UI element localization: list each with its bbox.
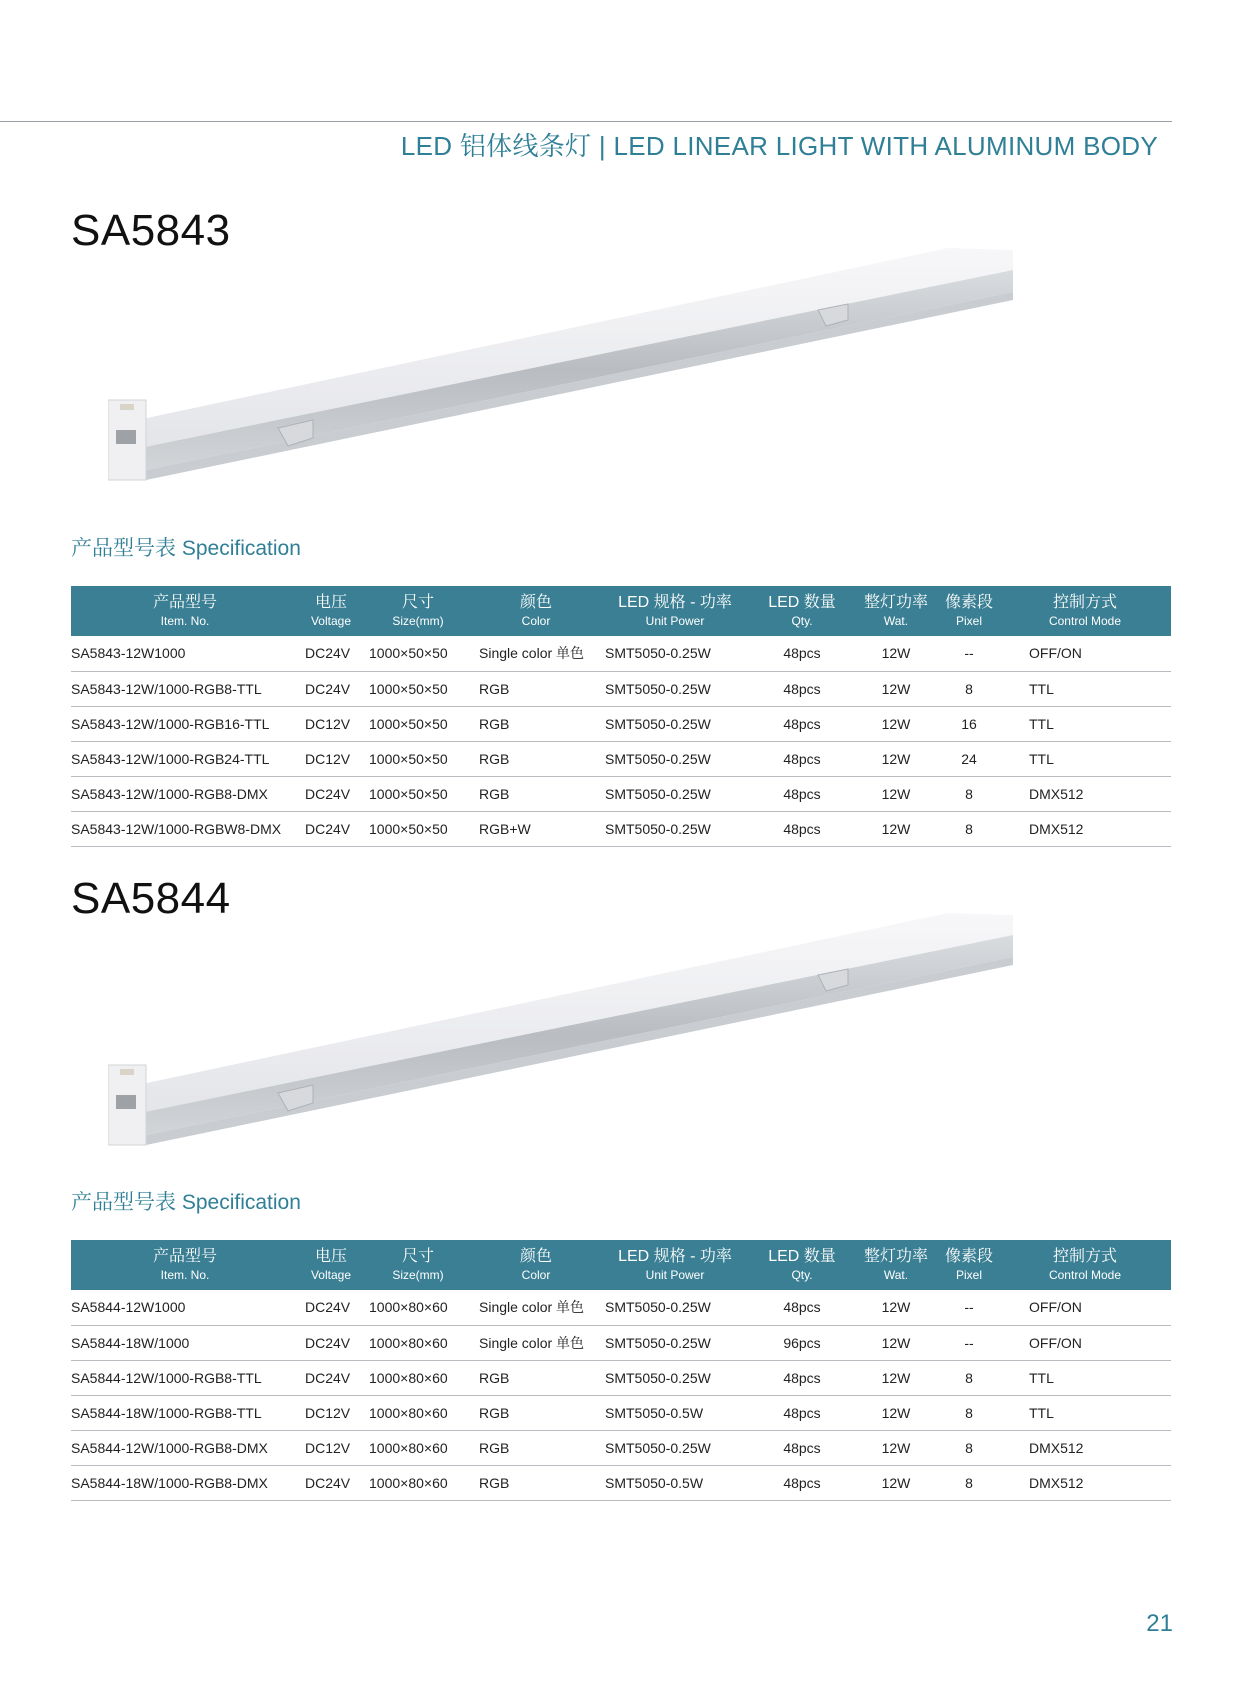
header-control-mode-en: Control Mode	[1048, 614, 1122, 628]
cell-wattage: 12W	[881, 1299, 911, 1316]
cell-item-no: SA5844-18W/1000	[71, 1334, 190, 1351]
header-qty-cn: LED 数量	[768, 594, 836, 611]
header-voltage-cn: 电压	[314, 594, 347, 611]
table-header-row	[71, 586, 1171, 636]
cell-qty: 48pcs	[783, 1404, 821, 1421]
cell-voltage: DC24V	[305, 645, 351, 662]
cell-control-mode: OFF/ON	[1029, 1334, 1082, 1351]
cell-control-mode: OFF/ON	[1029, 1299, 1082, 1316]
header-control-mode-cn: 控制方式	[1052, 1248, 1117, 1265]
header-control-mode-cn: 控制方式	[1052, 594, 1117, 611]
header-wattage	[853, 1240, 939, 1290]
cell-wattage: 12W	[881, 1474, 911, 1491]
cell-pixel: --	[964, 1299, 974, 1316]
header-wattage-en: Wat.	[883, 614, 909, 628]
cell-voltage: DC12V	[305, 715, 351, 732]
cell-pixel: 8	[965, 785, 973, 802]
header-qty	[751, 1240, 853, 1290]
cell-pixel: 8	[965, 820, 973, 837]
cell-qty: 48pcs	[783, 785, 821, 802]
header-unit-power	[599, 586, 751, 636]
cell-unit-power: SMT5050-0.25W	[605, 820, 711, 837]
cell-color: RGB	[479, 1439, 510, 1456]
cell-wattage: 12W	[881, 1404, 911, 1421]
table-row	[71, 671, 1171, 706]
cell-control-mode: TTL	[1029, 715, 1054, 732]
cell-wattage: 12W	[881, 1369, 911, 1386]
cell-color: RGB	[479, 1369, 510, 1386]
table-row	[71, 1360, 1171, 1395]
cell-control-mode: DMX512	[1029, 820, 1084, 837]
cell-unit-power: SMT5050-0.25W	[605, 1439, 711, 1456]
header-color	[473, 586, 599, 636]
cell-control-mode: DMX512	[1029, 1439, 1084, 1456]
cell-wattage: 12W	[881, 1334, 911, 1351]
cell-wattage: 12W	[881, 785, 911, 802]
header-color-en: Color	[521, 1268, 551, 1282]
cell-unit-power: SMT5050-0.5W	[605, 1474, 704, 1491]
cell-size: 1000×80×60	[369, 1439, 448, 1456]
cell-qty: 48pcs	[783, 820, 821, 837]
cell-qty: 48pcs	[783, 1369, 821, 1386]
header-color-en: Color	[521, 614, 551, 628]
cell-control-mode: TTL	[1029, 1404, 1054, 1421]
cell-control-mode: TTL	[1029, 1369, 1054, 1386]
header-item-no-cn: 产品型号	[152, 594, 217, 611]
cell-qty: 48pcs	[783, 680, 821, 697]
header-qty-en: Qty.	[791, 614, 813, 628]
header-pixel-en: Pixel	[955, 1268, 982, 1282]
cell-control-mode: DMX512	[1029, 1474, 1084, 1491]
spec-title-sa5843: 产品型号表 Specification	[71, 537, 301, 560]
cell-unit-power: SMT5050-0.5W	[605, 1404, 704, 1421]
header-item-no	[71, 586, 299, 636]
table-row	[71, 776, 1171, 811]
cell-color: RGB	[479, 680, 510, 697]
header-unit-power-cn: LED 规格 - 功率	[618, 1248, 732, 1265]
cell-qty: 96pcs	[783, 1334, 821, 1351]
cell-unit-power: SMT5050-0.25W	[605, 785, 711, 802]
cell-color: RGB	[479, 715, 510, 732]
header-control-mode	[999, 1240, 1171, 1290]
cell-size: 1000×80×60	[369, 1369, 448, 1386]
top-rule	[0, 121, 1172, 122]
cell-voltage: DC24V	[305, 680, 351, 697]
cell-voltage: DC24V	[305, 785, 351, 802]
cell-unit-power: SMT5050-0.25W	[605, 715, 711, 732]
cell-voltage: DC24V	[305, 1334, 351, 1351]
cell-item-no: SA5844-18W/1000-RGB8-TTL	[71, 1404, 262, 1421]
cell-pixel: 16	[961, 715, 977, 732]
cell-item-no: SA5844-12W/1000-RGB8-TTL	[71, 1369, 262, 1386]
linear-light-image-sa5843	[108, 240, 1028, 510]
cell-size: 1000×80×60	[369, 1474, 448, 1491]
header-item-no-en: Item. No.	[160, 1268, 210, 1282]
header-unit-power-en: Unit Power	[645, 1268, 705, 1282]
header-voltage	[299, 1240, 363, 1290]
cell-pixel: 8	[965, 680, 973, 697]
cell-unit-power: SMT5050-0.25W	[605, 1369, 711, 1386]
table-row	[71, 1430, 1171, 1465]
cell-item-no: SA5843-12W/1000-RGB16-TTL	[71, 715, 270, 732]
cell-wattage: 12W	[881, 680, 911, 697]
cell-pixel: 8	[965, 1369, 973, 1386]
header-size-cn: 尺寸	[401, 1248, 434, 1265]
table-row	[71, 1290, 1171, 1325]
header-voltage-en: Voltage	[310, 614, 352, 628]
cell-pixel: --	[964, 1334, 974, 1351]
header-size	[363, 586, 473, 636]
header-unit-power-en: Unit Power	[645, 614, 705, 628]
cell-size: 1000×50×50	[369, 820, 448, 837]
cell-size: 1000×80×60	[369, 1404, 448, 1421]
cell-pixel: 8	[965, 1404, 973, 1421]
cell-color: Single color 单色	[479, 1299, 585, 1316]
header-qty	[751, 586, 853, 636]
header-qty-cn: LED 数量	[768, 1248, 836, 1265]
cell-wattage: 12W	[881, 1439, 911, 1456]
model-title-sa5843: SA5843	[71, 206, 231, 255]
spec-title-sa5844: 产品型号表 Specification	[71, 1191, 301, 1214]
table-row	[71, 741, 1171, 776]
header-unit-power	[599, 1240, 751, 1290]
cell-pixel: 8	[965, 1474, 973, 1491]
cell-pixel: 8	[965, 1439, 973, 1456]
linear-light-image-sa5844	[108, 905, 1028, 1175]
cell-voltage: DC24V	[305, 1369, 351, 1386]
cell-qty: 48pcs	[783, 1299, 821, 1316]
cell-pixel: 24	[961, 750, 977, 767]
cell-pixel: --	[964, 645, 974, 662]
model-title-sa5844: SA5844	[71, 874, 231, 923]
header-title: LED 铝体线条灯 | LED LINEAR LIGHT WITH ALUMINUM BODY	[400, 131, 1158, 161]
table-row	[71, 1325, 1171, 1360]
cell-voltage: DC24V	[305, 1299, 351, 1316]
table-row	[71, 1465, 1171, 1500]
header-qty-en: Qty.	[791, 1268, 813, 1282]
cell-qty: 48pcs	[783, 645, 821, 662]
header-wattage	[853, 586, 939, 636]
header-wattage-en: Wat.	[883, 1268, 909, 1282]
cell-voltage: DC24V	[305, 1474, 351, 1491]
header-pixel	[939, 586, 999, 636]
header-size	[363, 1240, 473, 1290]
header-item-no-cn: 产品型号	[152, 1248, 217, 1265]
cell-size: 1000×50×50	[369, 785, 448, 802]
cell-voltage: DC12V	[305, 1439, 351, 1456]
cell-item-no: SA5844-12W1000	[71, 1299, 186, 1316]
cell-unit-power: SMT5050-0.25W	[605, 680, 711, 697]
cell-wattage: 12W	[881, 750, 911, 767]
header-control-mode	[999, 586, 1171, 636]
cell-color: RGB	[479, 750, 510, 767]
cell-wattage: 12W	[881, 820, 911, 837]
table-row	[71, 811, 1171, 846]
header-unit-power-cn: LED 规格 - 功率	[618, 594, 732, 611]
cell-control-mode: OFF/ON	[1029, 645, 1082, 662]
header-wattage-cn: 整灯功率	[863, 594, 928, 611]
spec-table-sa5844	[71, 1240, 1171, 1501]
cell-color: Single color 单色	[479, 1334, 585, 1351]
cell-item-no: SA5844-12W/1000-RGB8-DMX	[71, 1439, 268, 1456]
cell-item-no: SA5843-12W1000	[71, 645, 186, 662]
cell-qty: 48pcs	[783, 1474, 821, 1491]
cell-voltage: DC12V	[305, 750, 351, 767]
header-color-cn: 颜色	[519, 594, 552, 611]
header-item-no	[71, 1240, 299, 1290]
spec-table-sa5843	[71, 586, 1171, 847]
cell-size: 1000×80×60	[369, 1334, 448, 1351]
header-size-en: Size(mm)	[392, 1268, 444, 1282]
header-color-cn: 颜色	[519, 1248, 552, 1265]
cell-wattage: 12W	[881, 645, 911, 662]
cell-item-no: SA5844-18W/1000-RGB8-DMX	[71, 1474, 268, 1491]
header-voltage-cn: 电压	[314, 1248, 347, 1265]
cell-size: 1000×50×50	[369, 645, 448, 662]
cell-color: RGB	[479, 1404, 510, 1421]
cell-voltage: DC12V	[305, 1404, 351, 1421]
cell-size: 1000×80×60	[369, 1299, 448, 1316]
cell-control-mode: TTL	[1029, 680, 1054, 697]
header-pixel	[939, 1240, 999, 1290]
cell-size: 1000×50×50	[369, 680, 448, 697]
table-row	[71, 1395, 1171, 1430]
cell-item-no: SA5843-12W/1000-RGB24-TTL	[71, 750, 270, 767]
cell-item-no: SA5843-12W/1000-RGB8-TTL	[71, 680, 262, 697]
header-voltage	[299, 586, 363, 636]
cell-size: 1000×50×50	[369, 715, 448, 732]
cell-wattage: 12W	[881, 715, 911, 732]
cell-unit-power: SMT5050-0.25W	[605, 750, 711, 767]
header-control-mode-en: Control Mode	[1048, 1268, 1122, 1282]
cell-voltage: DC24V	[305, 820, 351, 837]
cell-control-mode: DMX512	[1029, 785, 1084, 802]
cell-color: RGB	[479, 785, 510, 802]
cell-color: RGB	[479, 1474, 510, 1491]
header-size-cn: 尺寸	[401, 594, 434, 611]
header-wattage-cn: 整灯功率	[863, 1248, 928, 1265]
header-pixel-cn: 像素段	[944, 594, 993, 611]
cell-qty: 48pcs	[783, 1439, 821, 1456]
header-item-no-en: Item. No.	[160, 614, 210, 628]
cell-qty: 48pcs	[783, 750, 821, 767]
cell-qty: 48pcs	[783, 715, 821, 732]
cell-item-no: SA5843-12W/1000-RGBW8-DMX	[71, 820, 282, 837]
table-row	[71, 636, 1171, 671]
header-size-en: Size(mm)	[392, 614, 444, 628]
cell-unit-power: SMT5050-0.25W	[605, 645, 711, 662]
cell-control-mode: TTL	[1029, 750, 1054, 767]
cell-unit-power: SMT5050-0.25W	[605, 1299, 711, 1316]
cell-color: Single color 单色	[479, 645, 585, 662]
table-header-row	[71, 1240, 1171, 1290]
cell-unit-power: SMT5050-0.25W	[605, 1334, 711, 1351]
header-pixel-en: Pixel	[955, 614, 982, 628]
cell-color: RGB+W	[479, 820, 531, 837]
header-pixel-cn: 像素段	[944, 1248, 993, 1265]
header-voltage-en: Voltage	[310, 1268, 352, 1282]
header-color	[473, 1240, 599, 1290]
page-number: 21	[1146, 1610, 1173, 1637]
table-row	[71, 706, 1171, 741]
cell-size: 1000×50×50	[369, 750, 448, 767]
cell-item-no: SA5843-12W/1000-RGB8-DMX	[71, 785, 268, 802]
